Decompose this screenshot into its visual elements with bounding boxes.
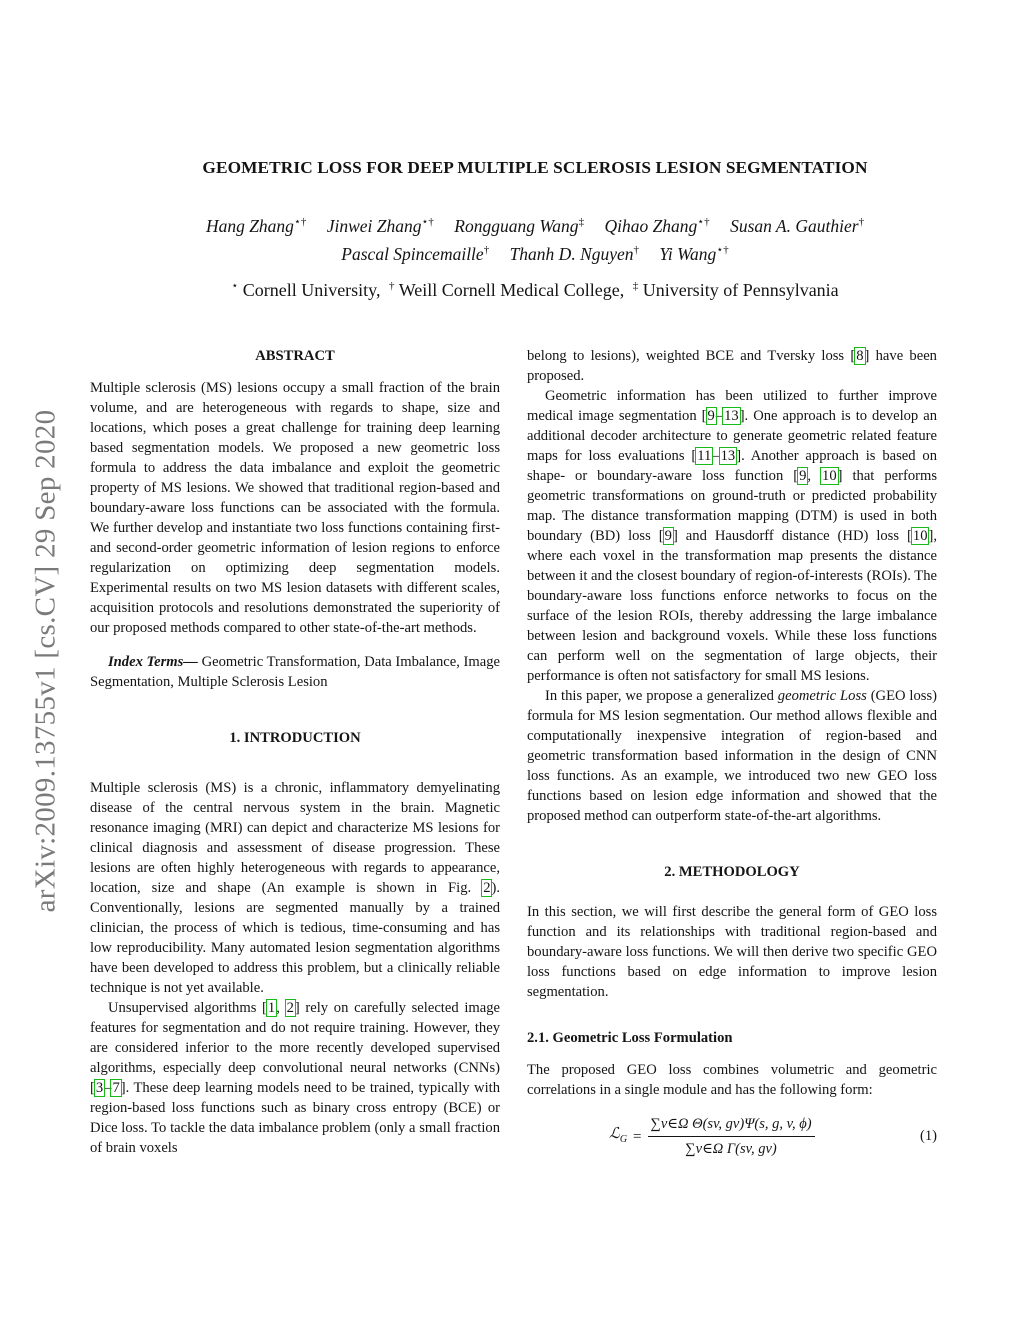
index-terms [90, 652, 500, 692]
author: Susan A. Gauthier† [730, 215, 865, 236]
equation-number: (1) [919, 1128, 937, 1144]
arxiv-sidebar [28, 346, 64, 976]
author: Qihao Zhang⋆† [604, 215, 710, 236]
author-list [90, 210, 980, 266]
index-terms-text: Geometric Transformation, Data Imbalance, Image Segmentation, Multiple Sclerosis Lesion [90, 654, 500, 690]
figure-ref-link[interactable]: 2 [483, 880, 491, 896]
equation-fraction [648, 1114, 815, 1159]
right-column [527, 346, 937, 1162]
citation-link[interactable]: 1 [267, 1000, 276, 1016]
affiliation: † Weill Cornell Medical College, [389, 280, 625, 300]
affiliation: ⋆ Cornell University, [231, 280, 381, 300]
author: Pascal Spincemaille† [341, 243, 490, 264]
author: Rongguang Wang‡ [454, 215, 585, 236]
citation-link[interactable]: 9 [799, 468, 807, 484]
equation-body [609, 1114, 815, 1159]
citation-link[interactable]: 3 [95, 1080, 104, 1096]
citation-link[interactable]: 9 [707, 408, 715, 424]
subsection-heading: 2.1. Geometric Loss Formulation [527, 1030, 733, 1046]
methodology-heading: 2. METHODOLOGY [664, 864, 800, 880]
intro-paragraph-2: Unsupervised algorithms [1, 2] rely on carefully selected image features for segmentation and do not require training. However, they are considered inferior to the more recently developed supervised algorithms, especially deep convolutional neural networks (CNNs) [3–7]. These deep learning models need to be trained, typically with region-based loss functions such as binary cross entropy (BCE) or Dice loss. To tackle the data imbalance problem (only a small fraction of brain voxels [90, 1000, 500, 1156]
citation-link[interactable]: 13 [720, 448, 736, 464]
methodology-paragraph: In this section, we will first describe the general form of GEO loss function and its relationships with traditional region-based and boundary-aware loss functions. We will then derive two specific GEO loss functions based on edge information to improve lesion segmentation. [527, 904, 937, 1000]
abstract-heading: ABSTRACT [255, 348, 335, 364]
abstract-text: Multiple sclerosis (MS) lesions occupy a small fraction of the brain volume, and are heterogeneous with regards to shape, size and locations, which poses a great challenge for training deep learning based segmentation models. We proposed a new geometric loss formula to address the data imbalance and exploit the geometric property of MS lesions. We showed that traditional region-based and boundary-aware loss functions can be associated with the formula. We further develop and instantiate two loss functions containing first- and second-order geometric information of lesion regions to enforce regularization on optimizing deep segmentation models. Experimental results on two MS lesion datasets with different scales, acquisition protocols and resolutions demonstrated the superiority of our proposed methods compared to other state-of-the-art methods. [90, 380, 500, 636]
citation-link[interactable]: 13 [724, 408, 739, 424]
author: Thanh D. Nguyen† [509, 243, 640, 264]
author: Hang Zhang⋆† [205, 215, 307, 236]
citation-link[interactable]: 7 [112, 1080, 120, 1096]
equation-lhs: ℒ$_G$ [609, 1125, 628, 1145]
equation-denominator: ∑v∈Ω Γ(sv, gv) [685, 1141, 777, 1157]
intro-paragraph-4: In this paper, we propose a generalized geometric Loss (GEO loss) formula for MS lesion segmentation. Our method allows flexible and computationally inexpensive integration of region-based and geometric transformation based information in the design of CNN loss functions. As an example, we introduced two new GEO loss functions based on lesion edge information and showed that the proposed method can outperform state-of-the-art algorithms. [527, 688, 937, 824]
equation-equals: = [633, 1128, 642, 1145]
equation-numerator: ∑v∈Ω Θ(sv, gv)Ψ(s, g, v, ϕ) [648, 1114, 815, 1137]
affiliations [90, 279, 980, 301]
affiliation: ‡ University of Pennsylvania [632, 280, 839, 300]
citation-link[interactable]: 2 [286, 1000, 294, 1016]
intro-paragraph-1: Multiple sclerosis (MS) is a chronic, inflammatory demyelinating disease of the central nervous system in the brain. Magnetic resonance imaging (MRI) can depict and characterize MS lesions for clinical diagnosis and assessment of disease progression. These lesions are often highly heterogeneous with regards to appearance, location, size and shape (An example is shown in Fig. 2). Conventionally, lesions are segmented manually by a trained clinician, the process of which is tedious, time-consuming and has low reproducibility. Many automated lesion segmentation algorithms have been developed to address this problem, but a clinically reliable technique is not yet available. [90, 780, 500, 996]
citation-link[interactable]: 11 [697, 448, 712, 464]
introduction-heading: 1. INTRODUCTION [229, 730, 361, 746]
left-column [90, 346, 500, 1158]
citation-link[interactable]: 9 [664, 528, 672, 544]
citation-link[interactable]: 10 [912, 528, 928, 544]
intro-paragraph-2-continued: belong to lesions), weighted BCE and Tversky loss [8] have been proposed. [527, 348, 937, 384]
geo-loss-paragraph: The proposed GEO loss combines volumetric and geometric correlations in a single module and has the following form: [527, 1062, 937, 1098]
paper-title: GEOMETRIC LOSS FOR DEEP MULTIPLE SCLEROSIS LESION SEGMENTATION [202, 158, 868, 177]
citation-link[interactable]: 10 [822, 468, 837, 484]
author: Jinwei Zhang⋆† [326, 215, 434, 236]
equation-1 [527, 1110, 937, 1162]
index-terms-label: Index Terms— [108, 654, 198, 670]
author: Yi Wang⋆† [659, 243, 729, 264]
arxiv-identifier: arXiv:2009.13755v1 [cs.CV] 29 Sep 2020 [29, 409, 62, 913]
intro-paragraph-3: Geometric information has been utilized to further improve medical image segmentation [9–13]. One approach is to develop an additional decoder architecture to generate geometric related feature maps for loss evaluations [11–13]. Another approach is based on shape- or boundary-aware loss function [9, 10] that performs geometric transformations on ground-truth or predicted probability map. The distance transformation mapping (DTM) is used in both boundary (BD) loss [9] and Hausdorff distance (HD) loss [10], where each voxel in the transformation map presents the distance between it and the closest boundary of region-of-interests (ROIs). The boundary-aware loss functions enforce networks to focus on the surface of the lesion ROIs, thereby addressing the large imbalance between lesion and background voxels. While these loss functions can perform well on the segmentation of large objects, their performance is often not satisfactory for small MS lesions. [527, 388, 938, 684]
citation-link[interactable]: 8 [856, 348, 864, 364]
